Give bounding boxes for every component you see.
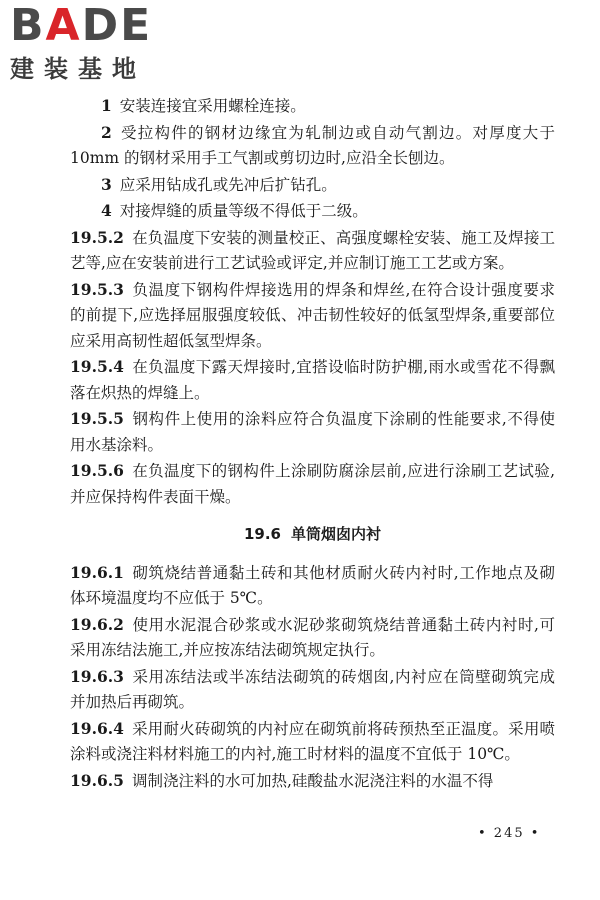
clause-19-5-2: 19.5.2 在负温度下安装的测量校正、高强度螺栓安装、施工及焊接工艺等,应在安装前进行工艺试验或评定,并应制订施工工艺或方案。 <box>70 227 555 272</box>
list-item: 1 安装连接宜采用螺栓连接。 <box>101 96 306 115</box>
logo-wordmark: BADE <box>10 0 153 51</box>
section-heading: 19.6 单筒烟囱内衬 <box>243 525 382 543</box>
list-item: 4 对接焊缝的质量等级不得低于二级。 <box>101 201 368 220</box>
page-number: • 245 • <box>478 826 541 841</box>
list-item: 2 受拉构件的钢材边缘宜为轧制边或自动气割边。对厚度大于 10mm 的钢材采用手工气割或剪切边时,应沿全长刨边。 <box>70 122 555 167</box>
page-body <box>70 93 555 794</box>
clause-19-6-4: 19.6.4 采用耐火砖砌筑的内衬应在砌筑前将砖预热至正温度。采用喷涂料或浇注料材料施工的内衬,施工时材料的温度不宜低于 10℃。 <box>70 718 555 763</box>
clause-19-6-2: 19.6.2 使用水泥混合砂浆或水泥砂浆砌筑烧结普通黏土砖内衬时,可采用冻结法施工,并应按冻结法砌筑规定执行。 <box>70 614 555 659</box>
clause-19-5-3: 19.5.3 负温度下钢构件焊接选用的焊条和焊丝,在符合设计强度要求的前提下,应选择屈服强度较低、冲击韧性较好的低氢型焊条,重要部位应采用高韧性超低氢型焊条。 <box>70 279 555 350</box>
bade-logo <box>10 2 180 90</box>
clause-19-6-1: 19.6.1 砌筑烧结普通黏土砖和其他材质耐火砖内衬时,工作地点及砌体环境温度均不应低于 5℃。 <box>70 562 555 607</box>
logo-subtitle: 建装基地 <box>10 55 146 83</box>
clause-19-5-6: 19.5.6 在负温度下的钢构件上涂刷防腐涂层前,应进行涂刷工艺试验,并应保持构件表面干燥。 <box>70 461 555 506</box>
clause-19-5-4: 19.5.4 在负温度下露天焊接时,宜搭设临时防护棚,雨水或雪花不得飘落在炽热的焊缝上。 <box>70 357 555 402</box>
clause-19-5-5: 19.5.5 钢构件上使用的涂料应符合负温度下涂刷的性能要求,不得使用水基涂料。 <box>70 409 555 454</box>
list-item: 3 应采用钻成孔或先冲后扩钻孔。 <box>101 174 337 194</box>
clause-19-6-3: 19.6.3 采用冻结法或半冻结法砌筑的砖烟囱,内衬应在筒壁砌筑完成并加热后再砌筑。 <box>70 666 555 711</box>
clause-19-6-5: 19.6.5 调制浇注料的水可加热,硅酸盐水泥浇注料的水温不得 <box>70 770 494 790</box>
